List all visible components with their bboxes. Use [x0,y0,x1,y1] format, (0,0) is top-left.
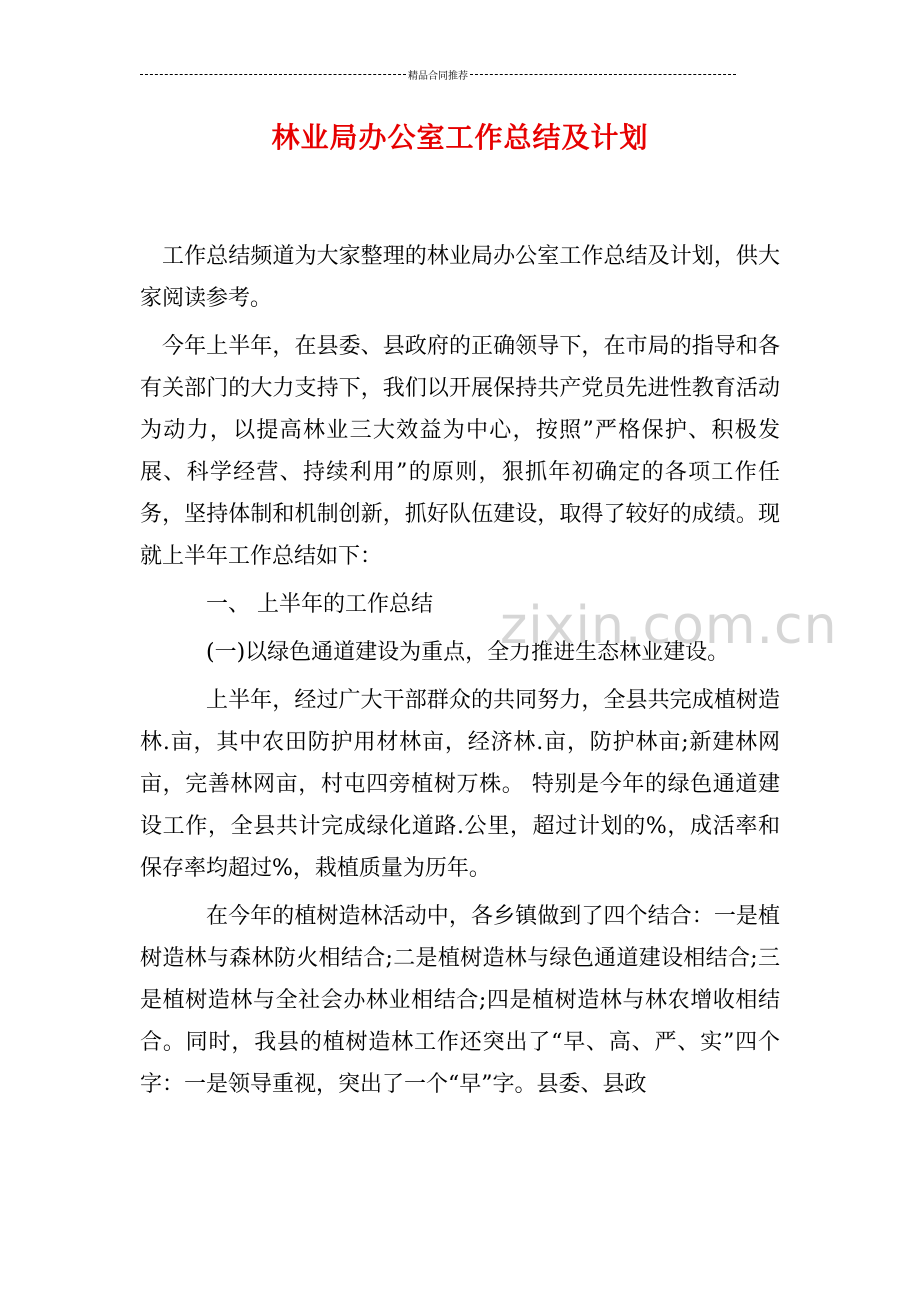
header-dashed-line-left [140,74,406,75]
header-label: 精品合同推荐 [408,70,468,82]
watermark-text: zixin.com.cn [500,596,838,656]
paragraph-four-combinations: 在今年的植树造林活动中，各乡镇做到了四个结合：一是植树造林与森林防火相结合;二是植树造林与绿色通道建设相结合;三是植树造林与全社会办林业相结合;四是植树造林与林农增收相结合。同时，我县的植树造林工作还突出了“早、高、严、实”四个字：一是领导重视，突出了一个“早”字。县委、县政 [140,904,780,1097]
paragraph-intro: 工作总结频道为大家整理的林业局办公室工作总结及计划，供大家阅读参考。 [140,244,780,311]
subsection-heading-one: (一)以绿色通道建设为重点，全力推进生态林业建设。 [206,640,730,665]
document-title: 林业局办公室工作总结及计划 [271,121,649,154]
paragraph-overview: 今年上半年，在县委、县政府的正确领导下，在市局的指导和各有关部门的大力支持下，我们以开展保持共产党员先进性教育活动为动力，以提高林业三大效益为中心，按照”严格保护、积极发展、科学经营、持续利用”的原则，狠抓年初确定的各项工作任务，坚持体制和机制创新，抓好队伍建设，取得了较好的成绩。现就上半年工作总结如下： [140,334,780,569]
page-header [140,66,736,82]
document-body [140,236,780,1112]
paragraph-afforestation: 上半年，经过广大干部群众的共同努力，全县共完成植树造林.亩，其中农田防护用材林亩，经济林.亩，防护林亩;新建林网亩，完善林网亩，村屯四旁植树万株。 特别是今年的绿色通道建设工作，全县共计完成绿化道路.公里，超过计划的%，成活率和保存率均超过%，栽植质量为历年。 [140,688,780,881]
section-heading-one: 一、 上半年的工作总结 [206,592,433,617]
header-dashed-line-right [470,74,736,75]
